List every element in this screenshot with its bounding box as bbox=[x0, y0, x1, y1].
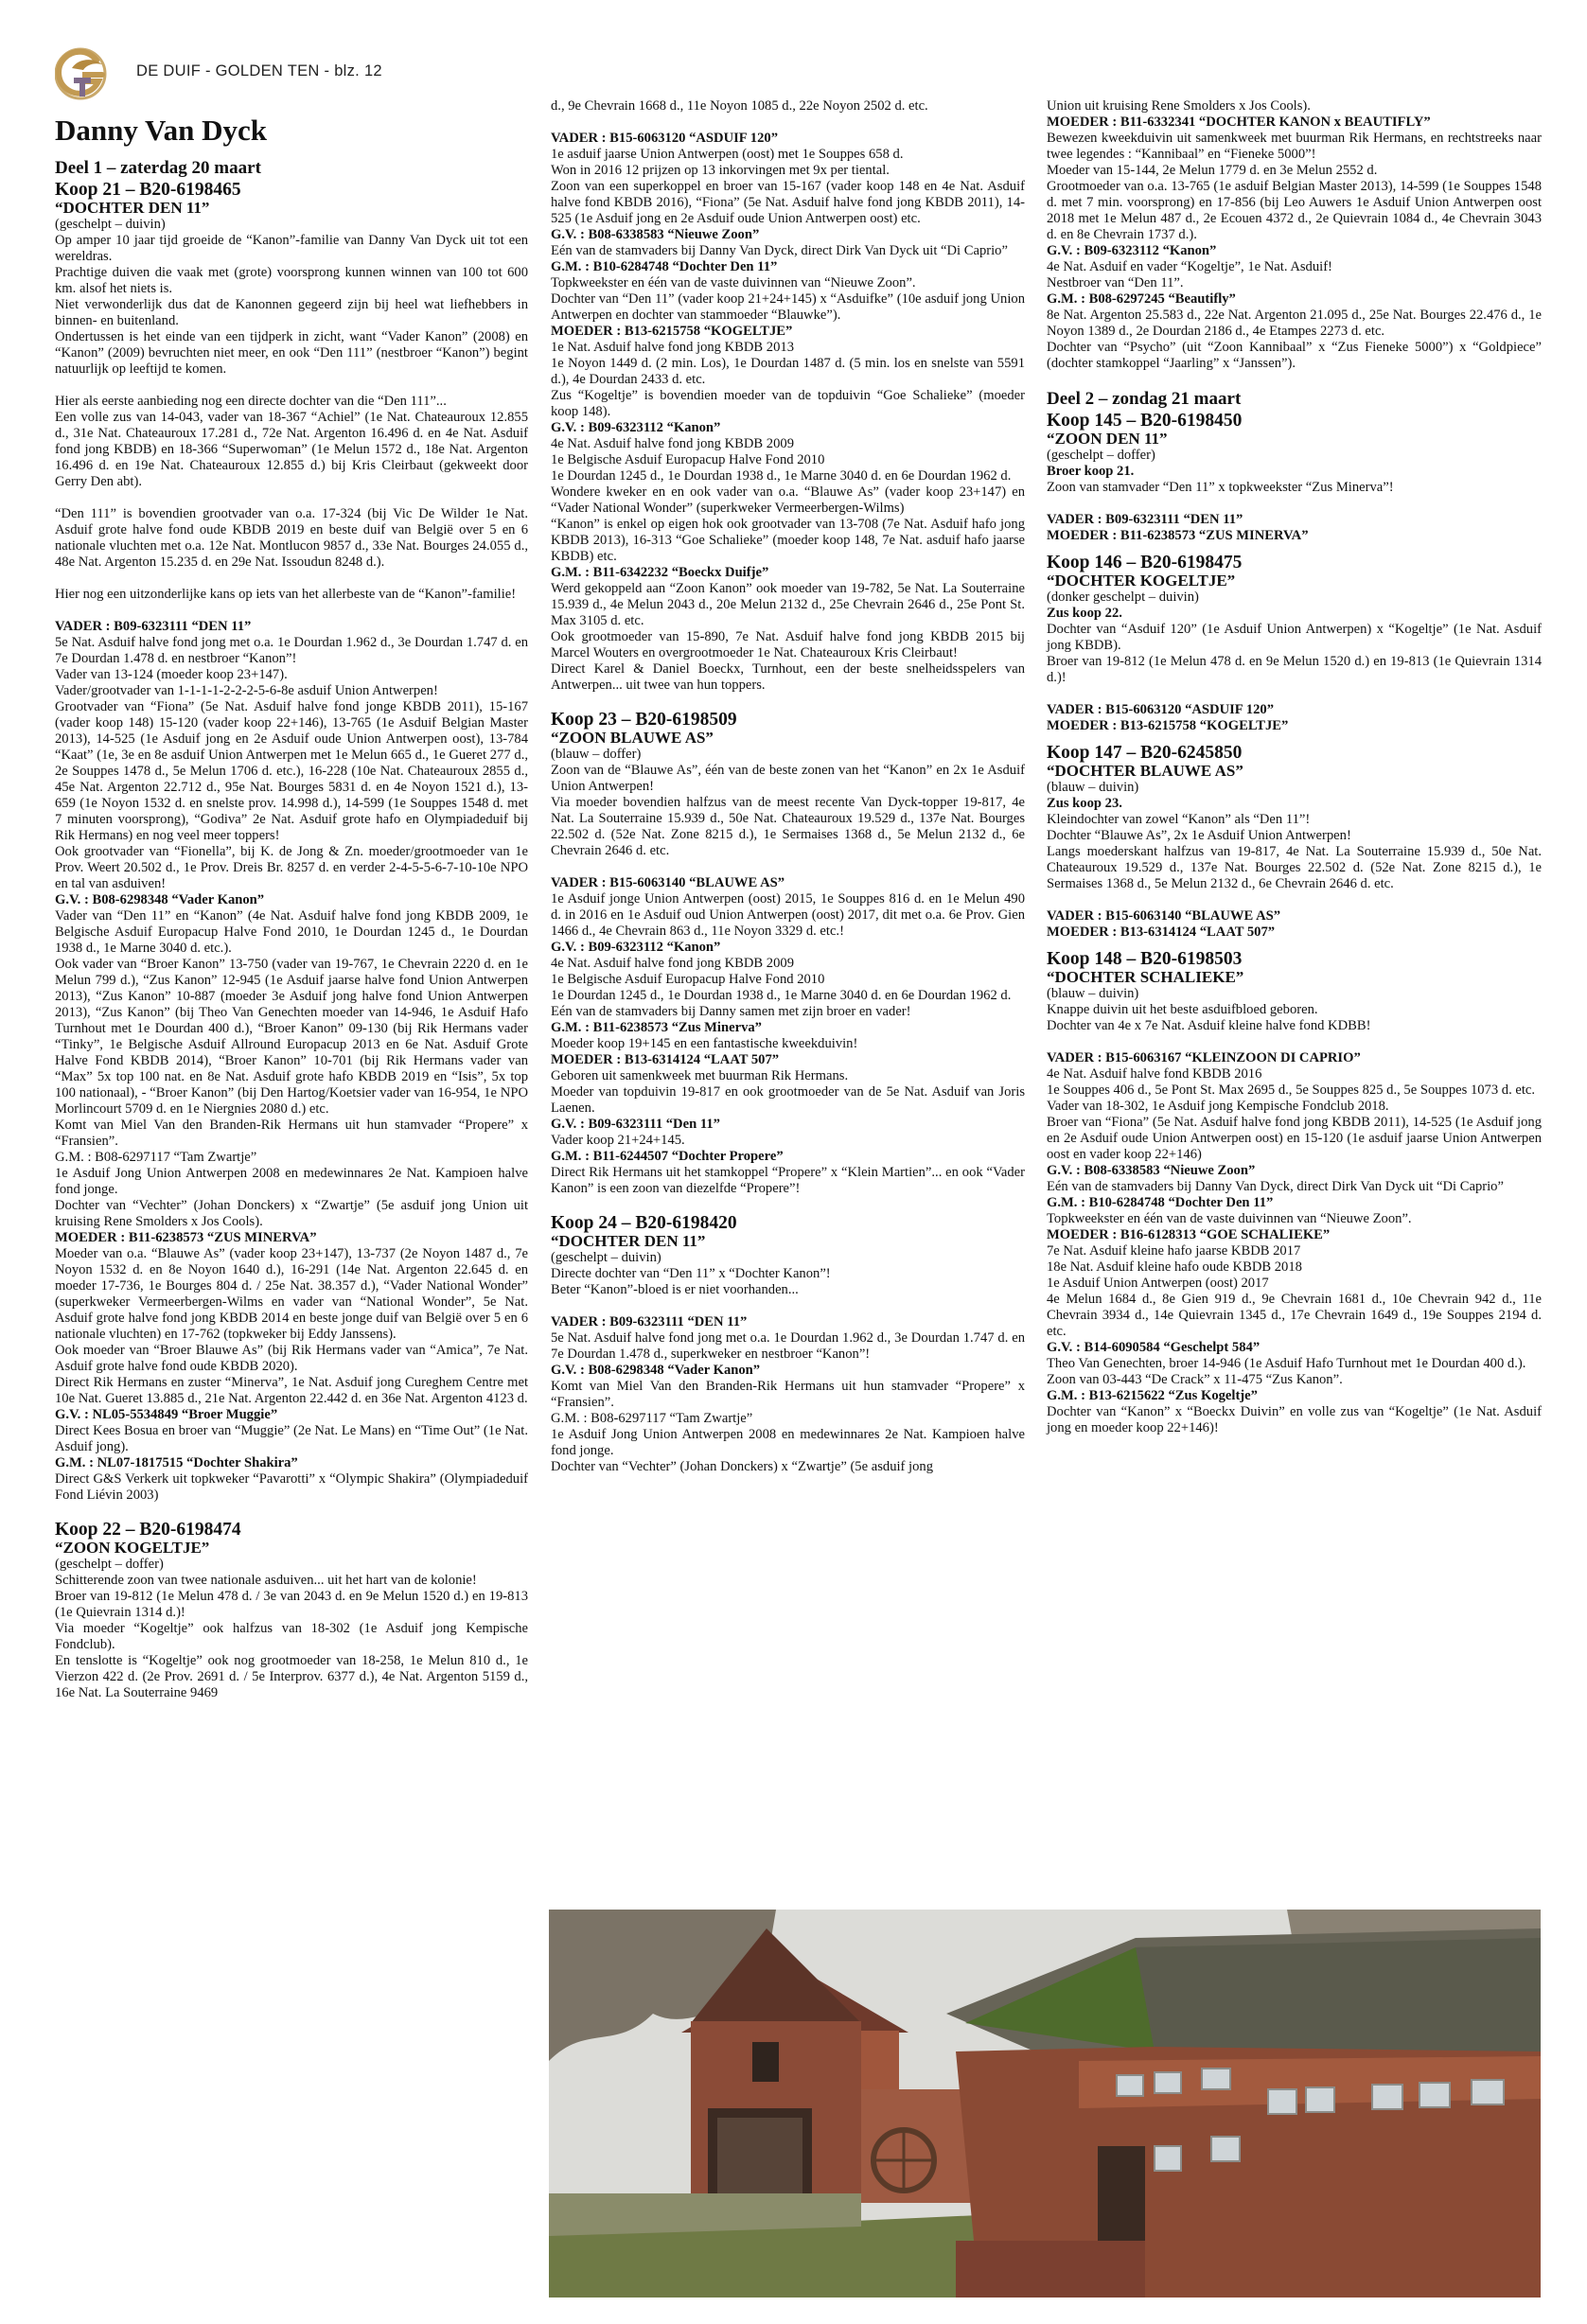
paragraph: Zus “Kogeltje” is bovendien moeder van de topduivin “Goe Schalieke” (moeder koop 148). bbox=[551, 388, 1025, 419]
article-title: Danny Van Dyck bbox=[55, 114, 267, 147]
paragraph: 8e Nat. Argenton 25.583 d., 22e Nat. Argenton 21.095 d., 25e Nat. Bourges 22.476 d., 1e Noyon 1389 d., 2e Dourdan 2186 d., 4e Etampes 2273 d. etc. bbox=[1047, 308, 1542, 339]
paragraph: Werd gekoppeld aan “Zoon Kanon” ook moeder van 19-782, 5e Nat. La Souterraine 15.939 d., 4e Melun 2043 d., 20e Melun 2132 d., 25e Chevrain 2646 d., 25e Pont St. Max 3105 d. etc. bbox=[551, 581, 1025, 628]
paragraph: 1e Asduif Union Antwerpen (oost) 2017 bbox=[1047, 1276, 1269, 1291]
spacer bbox=[1047, 544, 1542, 553]
lot-title: Koop 23 – B20-6198509 bbox=[551, 710, 737, 730]
paragraph: Broer van 19-812 (1e Melun 478 d. / 3e van 2043 d. en 9e Melun 1520 d.) en 19-813 (1e Quievrain 1314 d.)! bbox=[55, 1589, 528, 1620]
paragraph: Ook grootmoeder van 15-890, 7e Nat. Asduif halve fond jong KBDB 2015 bij Marcel Wouters en overgrootmoeder 1e Nat. Chateauroux Kris Cleirbaut! bbox=[551, 629, 1025, 660]
page-header bbox=[55, 45, 623, 102]
pedigree-line: VADER : B09-6323111 “DEN 11” bbox=[1047, 512, 1243, 527]
paragraph: Niet verwonderlijk dus dat de Kanonnen gegeerd zijn bij heel wat liefhebbers in binnen- en buitenland. bbox=[55, 297, 528, 328]
lot-name: “ZOON BLAUWE AS” bbox=[551, 729, 714, 747]
pedigree-line: G.V. : B09-6323112 “Kanon” bbox=[1047, 243, 1217, 258]
paragraph: Grootmoeder van o.a. 13-765 (1e asduif Belgian Master 2013), 14-599 (1e Souppes 1548 d. met 7 min. voorsprong) en 17-856 (bij Leo Auwers 1e Asduif Union Antwerpen oost 2018 met 1e Melun 487 d., 2e Ecouen 4372 d., 2e Quievrain 1084 d., 4e Chevrain 3043 d. en 8e Chevrain 1737 d.). bbox=[1047, 179, 1542, 242]
paragraph: Bewezen kweekduivin uit samenkweek met buurman Rik Hermans, en rechtstreeks naar twee legendes : “Kannibaal” en “Fieneke 5000”! bbox=[1047, 131, 1542, 162]
pedigree-line: G.M. : B08-6297245 “Beautifly” bbox=[1047, 291, 1236, 307]
paragraph: Dochter van 4e x 7e Nat. Asduif kleine halve fond KDBB! bbox=[1047, 1018, 1371, 1033]
pedigree-line: G.M. : B10-6284748 “Dochter Den 11” bbox=[1047, 1195, 1274, 1210]
paragraph: 1e Asduif jonge Union Antwerpen (oost) 2015, 1e Souppes 816 d. en 1e Melun 490 d. in 2016 en 1e Asduif oud Union Antwerpen (oost) 2017, dit met o.a. 6e Prov. Gien 1466 d., 4e Chevrain 863 d., 11e Noyon 3329 d. etc.! bbox=[551, 891, 1025, 939]
spacer bbox=[1047, 892, 1542, 908]
paragraph: Een volle zus van 14-043, vader van 18-367 “Achiel” (1e Nat. Chateauroux 12.855 d., 31e Nat. Chateauroux 17.281 d., 72e Nat. Argenton 16.496 d. en 4e Nat. Asduif fond jong KBDB) en 18-366 “Superwoman” (1e Melun 1572 d., 18e Nat. Argenton 16.496 d. en 19e Nat. Chateauroux 12.855 d.) bij Kris Cleirbaut (gekweekt door Gerry Den abt). bbox=[55, 410, 528, 489]
paragraph: 1e Nat. Asduif halve fond jong KBDB 2013 bbox=[551, 340, 794, 355]
pedigree-line: MOEDER : B13-6215758 “KOGELTJE” bbox=[551, 324, 793, 339]
pedigree-line: VADER : B15-6063167 “KLEINZOON DI CAPRIO” bbox=[1047, 1050, 1361, 1065]
paragraph: Direct Rik Hermans uit het stamkoppel “Propere” x “Klein Martien”... en ook “Vader Kanon” is een zoon van diezelfde “Propere”! bbox=[551, 1165, 1025, 1196]
lot-name: “DOCHTER DEN 11” bbox=[551, 1232, 706, 1250]
lot-title: Koop 22 – B20-6198474 bbox=[55, 1520, 241, 1540]
spacer bbox=[1047, 686, 1542, 702]
spacer bbox=[551, 114, 1025, 131]
pedigree-line: G.M. : NL07-1817515 “Dochter Shakira” bbox=[55, 1455, 298, 1470]
pedigree-line: Broer koop 21. bbox=[1047, 464, 1135, 479]
paragraph: Op amper 10 jaar tijd groeide de “Kanon”-familie van Danny Van Dyck uit tot een wereldras. bbox=[55, 233, 528, 264]
paragraph: Komt van Miel Van den Branden-Rik Hermans uit hun stamvader “Propere” x “Fransien”. bbox=[551, 1379, 1025, 1410]
paragraph: 4e Nat. Asduif en vader “Kogeltje”, 1e Nat. Asduif! bbox=[1047, 259, 1332, 274]
lot-title: Koop 21 – B20-6198465 bbox=[55, 180, 241, 200]
paragraph: G.M. : B08-6297117 “Tam Zwartje” bbox=[55, 1150, 257, 1165]
pedigree-line: MOEDER : B13-6314124 “LAAT 507” bbox=[551, 1052, 780, 1067]
paragraph: d., 9e Chevrain 1668 d., 11e Noyon 1085 d., 22e Noyon 2502 d. etc. bbox=[551, 98, 928, 114]
lot-color: (blauw – duivin) bbox=[1047, 780, 1139, 795]
lot-title: Koop 148 – B20-6198503 bbox=[1047, 949, 1243, 969]
paragraph: Vader van “Den 11” en “Kanon” (4e Nat. Asduif halve fond jong KBDB 2009, 1e Belgische Asduif Europacup Halve Fond 2010, 1e Dourdan 1245 d., 1e Dourdan 1938 d., 1e Marne 3040 d. etc.). bbox=[55, 908, 528, 956]
pedigree-line: VADER : B15-6063140 “BLAUWE AS” bbox=[551, 875, 785, 890]
lot-name: “DOCHTER SCHALIEKE” bbox=[1047, 968, 1244, 986]
paragraph: Langs moederskant halfzus van 19-817, 4e Nat. La Souterraine 15.939 d., 50e Nat. Chateauroux 19.529 d., 137e Nat. Bourges 22.502 d. (52e Nat. Zone 8215 d.), 1e Sermaises 1368 d., 5e Melun 2132 d., 6e Chevrain 2646 d. etc. bbox=[1047, 844, 1542, 891]
pedigree-line: G.V. : B09-6323112 “Kanon” bbox=[551, 420, 721, 435]
lot-color: (blauw – duivin) bbox=[1047, 986, 1139, 1001]
lot-name: “ZOON DEN 11” bbox=[1047, 430, 1168, 448]
lot-title: Koop 145 – B20-6198450 bbox=[1047, 411, 1243, 431]
paragraph: Union uit kruising Rene Smolders x Jos Cools). bbox=[1047, 98, 1311, 114]
paragraph: Wondere kweker en en ook vader van o.a. “Blauwe As” (vader koop 23+147) en “Vader National Wonder” (superkweker Vermeerbergen-Wilms) bbox=[551, 484, 1025, 516]
paragraph: 18e Nat. Asduif kleine hafo oude KBDB 2018 bbox=[1047, 1259, 1302, 1275]
paragraph: 1e Belgische Asduif Europacup Halve Fond 2010 bbox=[551, 972, 825, 987]
paragraph: Dochter van “Vechter” (Johan Donckers) x “Zwartje” (5e asduif jong bbox=[551, 1459, 933, 1474]
paragraph: Theo Van Genechten, broer 14-946 (1e Asduif Hafo Turnhout met 1e Dourdan 400 d.). bbox=[1047, 1356, 1526, 1371]
pedigree-line: VADER : B15-6063120 “ASDUIF 120” bbox=[551, 131, 778, 146]
paragraph: 1e Noyon 1449 d. (2 min. Los), 1e Dourdan 1487 d. (5 min. los en snelste van 5591 d.), 4e Dourdan 2433 d. etc. bbox=[551, 356, 1025, 387]
header-text: DE DUIF - GOLDEN TEN - blz. 12 bbox=[136, 62, 382, 79]
lot-color: (geschelpt – duivin) bbox=[551, 1250, 661, 1265]
spacer bbox=[1047, 1034, 1542, 1050]
spacer bbox=[551, 1197, 1025, 1213]
pedigree-line: G.V. : B08-6298348 “Vader Kanon” bbox=[551, 1363, 761, 1378]
paragraph: Dochter van “Kanon” x “Boeckx Duivin” en volle zus van “Kogeltje” (1e Nat. Asduif jong en moeder koop 22+146)! bbox=[1047, 1404, 1542, 1435]
lot-name: “DOCHTER DEN 11” bbox=[55, 199, 210, 217]
paragraph: Ook moeder van “Broer Blauwe As” (bij Rik Hermans vader van “Amica”, 7e Nat. Asduif grote halve fond oude KBDB 2020). bbox=[55, 1343, 528, 1374]
paragraph: Nestbroer van “Den 11”. bbox=[1047, 275, 1184, 290]
paragraph: Zoon van een superkoppel en broer van 15-167 (vader koop 148 en 4e Nat. Asduif halve fond KBDB 2016), “Fiona” (5e Nat. Asduif halve fond jong KBDB 2011), 14-525 (1e Asduif jong en 2e Asduif oude Union Antwerpen oost) etc. bbox=[551, 179, 1025, 226]
column-3 bbox=[1047, 98, 1542, 1436]
paragraph: Broer van 19-812 (1e Melun 478 d. en 9e Melun 1520 d.) en 19-813 (1e Quievrain 1314 d.)! bbox=[1047, 654, 1542, 685]
pedigree-line: MOEDER : B13-6314124 “LAAT 507” bbox=[1047, 924, 1276, 940]
paragraph: Ook grootvader van “Fionella”, bij K. de Jong & Zn. moeder/grootmoeder van 1e Prov. Weert 20.502 d., 1e Prov. Dreis Br. 8257 d. en verder 2-4-5-5-6-7-10-10e NPO en tal van asduiven! bbox=[55, 844, 528, 891]
paragraph: Eén van de stamvaders bij Danny Van Dyck, direct Dirk Van Dyck uit “Di Caprio” bbox=[1047, 1179, 1504, 1194]
paragraph: 4e Nat. Asduif halve fond jong KBDB 2009 bbox=[551, 436, 794, 451]
lot-name: “DOCHTER BLAUWE AS” bbox=[1047, 762, 1243, 780]
loft-photo bbox=[549, 1910, 1541, 2298]
spacer bbox=[1047, 734, 1542, 743]
pedigree-line: G.M. : B11-6342232 “Boeckx Duifje” bbox=[551, 565, 769, 580]
pedigree-line: VADER : B15-6063120 “ASDUIF 120” bbox=[1047, 702, 1274, 717]
lot-color: (donker geschelpt – duivin) bbox=[1047, 590, 1199, 605]
pedigree-line: G.V. : B09-6323112 “Kanon” bbox=[551, 940, 721, 955]
paragraph: En tenslotte is “Kogeltje” ook nog grootmoeder van 18-258, 1e Melun 810 d., 1e Vierzon 422 d. (2e Prov. 2691 d. / 5e Interprov. 6377 d.), 4e Nat. Argenton 5159 d., 16e Nat. La Souterraine 9469 bbox=[55, 1653, 528, 1700]
pedigree-line: Zus koop 23. bbox=[1047, 796, 1122, 811]
spacer bbox=[551, 859, 1025, 875]
paragraph: Ook vader van “Broer Kanon” 13-750 (vader van 19-767, 1e Chevrain 2220 d. en 1e Melun 799 d.), “Zus Kanon” 12-945 (1e Asduif jaarse halve fond Union Antwerpen 2013), “Zus Kanon” 10-887 (moeder 3e Asduif jong halve fond Union Antwerpen 2013), “Zus Kanon” (bij Theo Van Genechten moeder van 14-946, 1e Asduif Hafo Turnhout met 1e Dourdan 400 d.), “Broer Kanon” 09-130 (bij Rik Hermans vader “Tinky”, 1e Belgische Asduif Allround Europacup 2013 en 6e Nat. Asduif Grote Halve Fond KBDB 2014), “Broer Kanon” 10-701 (bij Rik Hermans vader van “Max” 5x top 100 nat. en 8e Nat. Asduif grote hafo KBDB 2019 en “Isis”, 5x top 100 nationaal), - “Broer Kanon” (bij Den Hartog/Koetsier vader van 16-954, 1e NPO Morlincourt 5709 d. en 1e Niergnies 2080 d.) etc. bbox=[55, 957, 528, 1117]
paragraph: Topkweekster en één van de vaste duivinnen van “Nieuwe Zoon”. bbox=[551, 275, 916, 290]
paragraph: Komt van Miel Van den Branden-Rik Hermans uit hun stamvader “Propere” x “Fransien”. bbox=[55, 1118, 528, 1149]
pedigree-line: MOEDER : B11-6238573 “ZUS MINERVA” bbox=[55, 1230, 317, 1245]
paragraph: G.M. : B08-6297117 “Tam Zwartje” bbox=[551, 1411, 753, 1426]
paragraph: Via moeder bovendien halfzus van de meest recente Van Dyck-topper 19-817, 4e Nat. La Souterraine 15.939 d., 50e Nat. Chateauroux 19.529 d., 137e Nat. Bourges 22.502 d. (52e Nat. Zone 8215 d.), 1e Sermaises 1368 d., 5e Melun 2132 d., 6e Chevrain 2646 d. etc. bbox=[551, 795, 1025, 858]
paragraph: Dochter van “Den 11” (vader koop 21+24+145) x “Asduifke” (10e asduif jong Union Antwerpen en dochter van stammoeder “Blauwke”). bbox=[551, 291, 1025, 323]
paragraph: Vader koop 21+24+145. bbox=[551, 1133, 685, 1148]
paragraph: Direct Rik Hermans en zuster “Minerva”, 1e Nat. Asduif jong Cureghem Centre met 10e Nat. Gueret 13.885 d., 21e Nat. Argenton 22.442 d. en 36e Nat. Argenton 4123 d. bbox=[55, 1375, 528, 1406]
spacer bbox=[551, 1298, 1025, 1314]
paragraph: 1e Souppes 406 d., 5e Pont St. Max 2695 d., 5e Souppes 825 d., 5e Souppes 1073 d. etc. bbox=[1047, 1083, 1536, 1098]
paragraph: 1e Asduif Jong Union Antwerpen 2008 en medewinnares 2e Nat. Kampioen halve fond jonge. bbox=[551, 1427, 1025, 1458]
pedigree-line: VADER : B15-6063140 “BLAUWE AS” bbox=[1047, 908, 1281, 924]
paragraph: Knappe duivin uit het beste asduifbloed geboren. bbox=[1047, 1002, 1318, 1017]
spacer bbox=[1047, 941, 1542, 949]
paragraph: Kleindochter van zowel “Kanon” als “Den 11”! bbox=[1047, 812, 1311, 827]
paragraph: “Den 111” is bovendien grootvader van o.a. 17-324 (bij Vic De Wilder 1e Nat. Asduif grote halve fond oude KBDB 2019 en beste duif van België over 5 en 6 nationale vluchten met o.a. 12e Nat. Montlucon 9857 d., 33e Nat. Bourges 24.055 d., 48e Nat. Argenton 15.235 d. en 29e Nat. Issoudun 8248 d.). bbox=[55, 506, 528, 570]
lot-color: (blauw – doffer) bbox=[551, 747, 642, 762]
pedigree-line: G.M. : B13-6215622 “Zus Kogeltje” bbox=[1047, 1388, 1258, 1403]
paragraph: Beter “Kanon”-bloed is er niet voorhanden... bbox=[551, 1282, 799, 1297]
lot-title: Koop 146 – B20-6198475 bbox=[1047, 553, 1243, 572]
paragraph: 4e Melun 1684 d., 8e Gien 919 d., 9e Chevrain 1681 d., 10e Chevrain 942 d., 11e Chevrain 3934 d., 14e Quievrain 1345 d., 17e Chevrain 1649 d., 19e Souppes 2194 d. etc. bbox=[1047, 1292, 1542, 1339]
lot-title: Koop 147 – B20-6245850 bbox=[1047, 743, 1243, 763]
pedigree-line: MOEDER : B13-6215758 “KOGELTJE” bbox=[1047, 718, 1289, 733]
pedigree-line: G.M. : B11-6244507 “Dochter Propere” bbox=[551, 1149, 784, 1164]
paragraph: 5e Nat. Asduif halve fond jong met o.a. 1e Dourdan 1.962 d., 3e Dourdan 1.747 d. en 7e Dourdan 1.478 d. en nestbroer “Kanon”! bbox=[55, 635, 528, 666]
pedigree-line: G.V. : B09-6323111 “Den 11” bbox=[551, 1117, 720, 1132]
pedigree-line: MOEDER : B16-6128313 “GOE SCHALIEKE” bbox=[1047, 1227, 1331, 1242]
spacer bbox=[55, 603, 528, 619]
paragraph: Direct G&S Verkerk uit topkweker “Pavarotti” x “Olympic Shakira” (Olympiadeduif Fond Liévin 2003) bbox=[55, 1471, 528, 1503]
paragraph: Dochter van “Vechter” (Johan Donckers) x “Zwartje” (5e asduif jong Union uit kruising Rene Smolders x Jos Cools). bbox=[55, 1198, 528, 1229]
paragraph: Zoon van stamvader “Den 11” x topkweekster “Zus Minerva”! bbox=[1047, 480, 1394, 495]
paragraph: Moeder koop 19+145 en een fantastische kweekduivin! bbox=[551, 1036, 858, 1051]
pedigree-line: G.M. : B10-6284748 “Dochter Den 11” bbox=[551, 259, 778, 274]
paragraph: 1e Asduif Jong Union Antwerpen 2008 en medewinnares 2e Nat. Kampioen halve fond jonge. bbox=[55, 1166, 528, 1197]
paragraph: Hier nog een uitzonderlijke kans op iets van het allerbeste van de “Kanon”-familie! bbox=[55, 587, 517, 602]
paragraph: Dochter van “Psycho” (uit “Zoon Kannibaal” x “Zus Fieneke 5000”) x “Goldpiece” (dochter stamkoppel “Jaarling” x “Janssen”). bbox=[1047, 340, 1542, 371]
spacer bbox=[551, 694, 1025, 710]
paragraph: “Kanon” is enkel op eigen hok ook grootvader van 13-708 (7e Nat. Asduif hafo jong KBDB 2013), 16-313 “Goe Schalieke” (moeder koop 148, 7e Nat. asduif hafo jaarse KBDB) etc. bbox=[551, 517, 1025, 564]
paragraph: 1e Dourdan 1245 d., 1e Dourdan 1938 d., 1e Marne 3040 d. en 6e Dourdan 1962 d. bbox=[551, 988, 1012, 1003]
lot-color: (geschelpt – doffer) bbox=[55, 1557, 164, 1572]
lot-name: “DOCHTER KOGELTJE” bbox=[1047, 572, 1236, 590]
spacer bbox=[1047, 372, 1542, 388]
paragraph: Moeder van o.a. “Blauwe As” (vader koop 23+147), 13-737 (2e Noyon 1487 d., 7e Noyon 1532 d. en 8e Noyon 1640 d.), 16-291 (14e Nat. Argenton 22.645 d. en moeder 17-736, 1e Bourges 804 d. / 25e Nat. 38.357 d.), “Vader National Wonder” (superkweker Vermeerbergen-Wilms en vader van “National Wonder”, 5e Nat. Asduif grote halve fond jong KBDB 2014 en beste jonge duif van België over 5 en 6 nationale vluchten) en 17-762 (topkweker bij Eddy Janssens). bbox=[55, 1246, 528, 1342]
paragraph: 1e Dourdan 1245 d., 1e Dourdan 1938 d., 1e Marne 3040 d. en 6e Dourdan 1962 d. bbox=[551, 468, 1012, 484]
paragraph: Direct Kees Bosua en broer van “Muggie” (2e Nat. Le Mans) en “Time Out” (1e Nat. Asduif jong). bbox=[55, 1423, 528, 1454]
pigeon-loft-image bbox=[549, 1910, 1541, 2298]
pedigree-line: G.V. : B08-6298348 “Vader Kanon” bbox=[55, 892, 265, 907]
paragraph: Won in 2016 12 prijzen op 13 inkorvingen met 9x per tiental. bbox=[551, 163, 890, 178]
paragraph: Topkweekster en één van de vaste duivinnen van “Nieuwe Zoon”. bbox=[1047, 1211, 1412, 1226]
pedigree-line: VADER : B09-6323111 “DEN 11” bbox=[551, 1314, 748, 1329]
pedigree-line: Zus koop 22. bbox=[1047, 606, 1122, 621]
paragraph: Directe dochter van “Den 11” x “Dochter Kanon”! bbox=[551, 1266, 831, 1281]
lot-color: (geschelpt – doffer) bbox=[1047, 448, 1155, 463]
column-2 bbox=[551, 98, 1025, 1475]
lot-title: Koop 24 – B20-6198420 bbox=[551, 1213, 737, 1233]
part-heading: Deel 2 – zondag 21 maart bbox=[1047, 389, 1242, 409]
part-heading: Deel 1 – zaterdag 20 maart bbox=[55, 158, 261, 178]
paragraph: 1e Belgische Asduif Europacup Halve Fond 2010 bbox=[551, 452, 825, 467]
paragraph: Eén van de stamvaders bij Danny Van Dyck, direct Dirk Van Dyck uit “Di Caprio” bbox=[551, 243, 1008, 258]
paragraph: Zoon van 03-443 “De Crack” x 11-475 “Zus Kanon”. bbox=[1047, 1372, 1343, 1387]
paragraph: Geboren uit samenkweek met buurman Rik Hermans. bbox=[551, 1068, 849, 1083]
paragraph: Hier als eerste aanbieding nog een directe dochter van die “Den 111”... bbox=[55, 394, 447, 409]
pedigree-line: G.V. : B08-6338583 “Nieuwe Zoon” bbox=[551, 227, 760, 242]
pedigree-line: MOEDER : B11-6238573 “ZUS MINERVA” bbox=[1047, 528, 1309, 543]
paragraph: Vader/grootvader van 1-1-1-1-2-2-2-5-6-8e asduif Union Antwerpen! bbox=[55, 683, 438, 698]
golden-ten-logo-icon bbox=[55, 45, 112, 102]
paragraph: 1e asduif jaarse Union Antwerpen (oost) met 1e Souppes 658 d. bbox=[551, 147, 904, 162]
spacer bbox=[55, 1504, 528, 1520]
spacer bbox=[55, 378, 528, 394]
paragraph: 7e Nat. Asduif kleine hafo jaarse KBDB 2017 bbox=[1047, 1243, 1301, 1259]
paragraph: Ondertussen is het einde van een tijdperk in zicht, want “Vader Kanon” (2008) en “Kanon” (2009) bevruchten niet meer, en ook “Den 111” (nestbroer “Kanon”) begint natuurlijk op leeftijd te komen. bbox=[55, 329, 528, 377]
paragraph: Grootvader van “Fiona” (5e Nat. Asduif halve fond jonge KBDB 2011), 15-167 (vader koop 148) 15-120 (vader koop 22+146), 13-765 (1e Asduif Belgian Master 2013), 14-525 (1e Asduif jong en 2e Asduif oude Union Antwerpen oost), 13-784 “Kaat” (1e, 3e en 8e asduif Union Antwerpen met 1e Melun 665 d., 1e Gueret 277 d., 2e Souppes 1478 d., 5e Melun 1706 d. etc.), 16-228 (10e Nat. Chateauroux 2855 d., 45e Nat. Argenton 22.712 d., 95e Nat. Bourges 5831 d. en 4e Noyon 1521 d.), 13-659 (1e Noyon 1532 d. en snelste prov. 14.998 d.), 14-599 (1e Souppes 1548 d. met 7 minuten voorsprong), “Godiva” 2e Nat. Asduif grote hafo en Olympiadeduif bij Rik Hermans) en nog veel meer toppers! bbox=[55, 699, 528, 843]
column-1 bbox=[55, 114, 528, 1701]
paragraph: Vader van 18-302, 1e Asduif jong Kempische Fondclub 2018. bbox=[1047, 1099, 1389, 1114]
lot-name: “ZOON KOGELTJE” bbox=[55, 1539, 210, 1557]
paragraph: Broer van “Fiona” (5e Nat. Asduif halve fond jong KBDB 2011), 14-525 (1e Asduif jong en 2e Asduif oude Union Antwerpen oost) en 15-120 (1e asduif jaarse Union Antwerpen oost en vader koop 22+146) bbox=[1047, 1115, 1542, 1162]
paragraph: Dochter van “Asduif 120” (1e Asduif Union Antwerpen) x “Kogeltje” (1e Nat. Asduif jong KBDB). bbox=[1047, 622, 1542, 653]
paragraph: Zoon van de “Blauwe As”, één van de beste zonen van het “Kanon” en 2x 1e Asduif Union Antwerpen! bbox=[551, 763, 1025, 794]
paragraph: Dochter “Blauwe As”, 2x 1e Asduif Union Antwerpen! bbox=[1047, 828, 1351, 843]
pedigree-line: G.V. : NL05-5534849 “Broer Muggie” bbox=[55, 1407, 278, 1422]
paragraph: Direct Karel & Daniel Boeckx, Turnhout, een der beste snelheidsspelers van Antwerpen... uit twee van hun toppers. bbox=[551, 661, 1025, 693]
paragraph: Prachtige duiven die vaak met (grote) voorsprong kunnen winnen van 100 tot 600 km. alsof het niets is. bbox=[55, 265, 528, 296]
paragraph: Schitterende zoon van twee nationale asduiven... uit het hart van de kolonie! bbox=[55, 1573, 477, 1588]
paragraph: Moeder van topduivin 19-817 en ook grootmoeder van de 5e Nat. Asduif van Joris Laenen. bbox=[551, 1084, 1025, 1116]
paragraph: 4e Nat. Asduif halve fond jong KBDB 2009 bbox=[551, 956, 794, 971]
lot-color: (geschelpt – duivin) bbox=[55, 217, 166, 232]
spacer bbox=[1047, 496, 1542, 512]
paragraph: 5e Nat. Asduif halve fond jong met o.a. 1e Dourdan 1.962 d., 3e Dourdan 1.747 d. en 7e Dourdan 1.478 d., superkweker en nestbroer “Kanon”! bbox=[551, 1330, 1025, 1362]
pedigree-line: MOEDER : B11-6332341 “DOCHTER KANON x BEAUTIFLY” bbox=[1047, 114, 1431, 130]
spacer bbox=[55, 490, 528, 506]
paragraph: Eén van de stamvaders bij Danny samen met zijn broer en vader! bbox=[551, 1004, 911, 1019]
paragraph: Via moeder “Kogeltje” ook halfzus van 18-302 (1e Asduif jong Kempische Fondclub). bbox=[55, 1621, 528, 1652]
paragraph: 4e Nat. Asduif halve fond KBDB 2016 bbox=[1047, 1066, 1262, 1082]
pedigree-line: G.V. : B08-6338583 “Nieuwe Zoon” bbox=[1047, 1163, 1256, 1178]
pedigree-line: G.V. : B14-6090584 “Geschelpt 584” bbox=[1047, 1340, 1261, 1355]
spacer bbox=[55, 571, 528, 587]
pedigree-line: VADER : B09-6323111 “DEN 11” bbox=[55, 619, 252, 634]
pedigree-line: G.M. : B11-6238573 “Zus Minerva” bbox=[551, 1020, 762, 1035]
paragraph: Vader van 13-124 (moeder koop 23+147). bbox=[55, 667, 288, 682]
paragraph: Moeder van 15-144, 2e Melun 1779 d. en 3e Melun 2552 d. bbox=[1047, 163, 1378, 178]
